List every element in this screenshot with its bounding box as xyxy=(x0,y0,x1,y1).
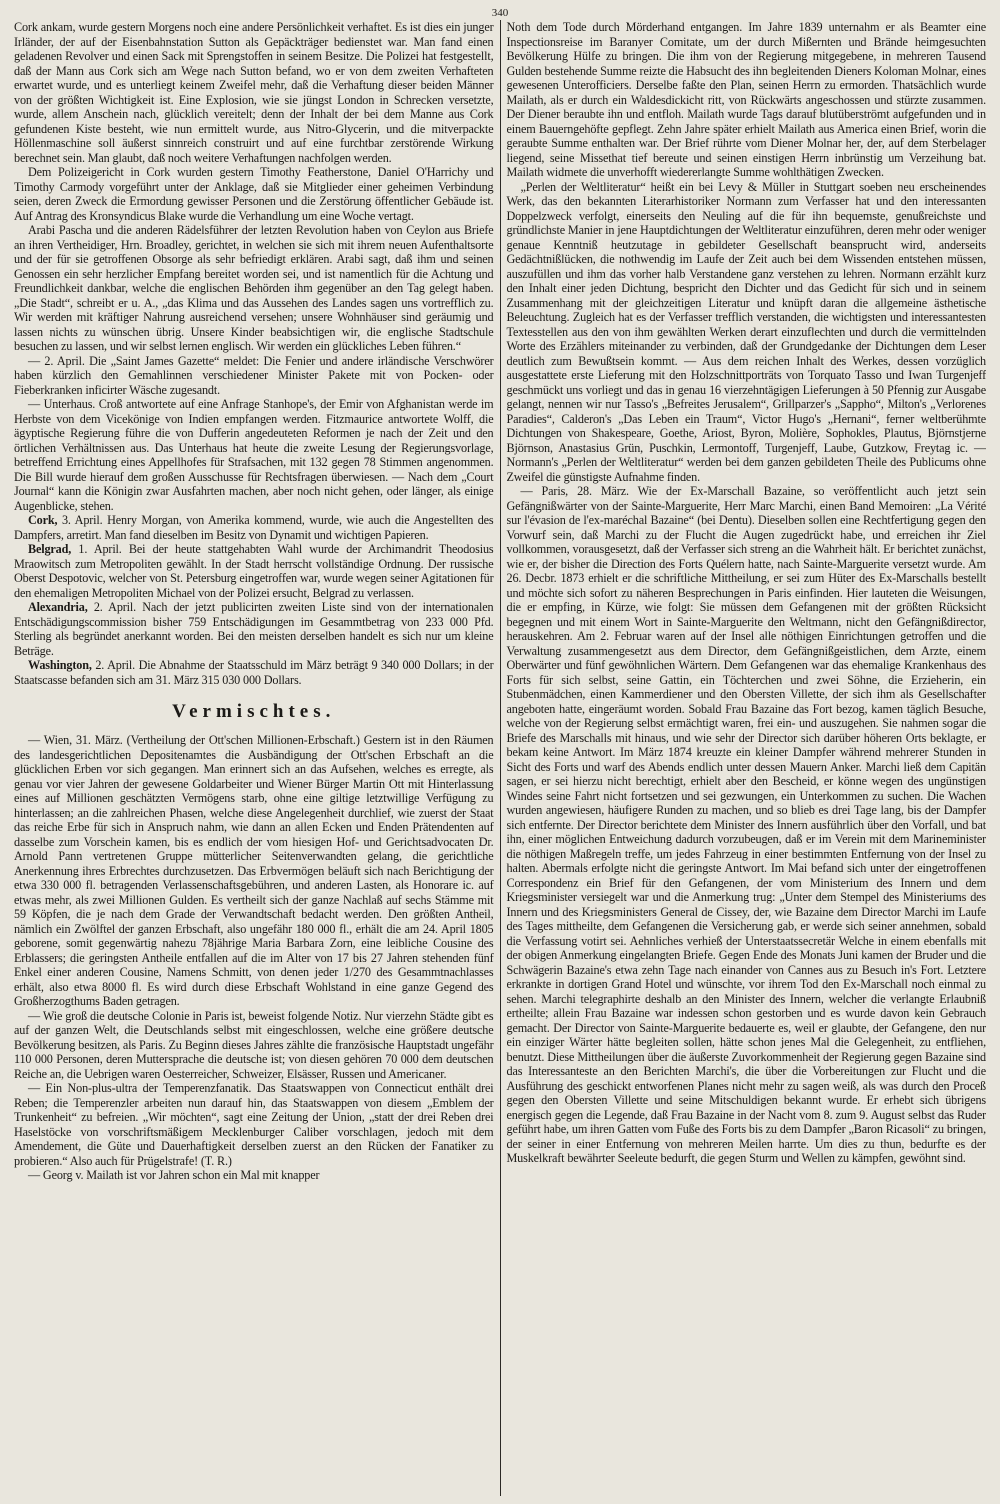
article-cork-court: Dem Polizeigericht in Cork wurden gestern Timothy Featherstone, Daniel O'Harrichy und Timothy Carmody vorgeführt unter der Anklage, daß sie Mitglieder einer geheimen Verbindung seien, deren Zweck die Ermordung gewisser Personen und die Zerstörung öffentlicher Gebäude ist. Auf Antrag des Kronsyndicus Blake wurde die Verhandlung um eine Woche vertagt. xyxy=(14,165,494,223)
article-unterhaus: — Unterhaus. Croß antwortete auf eine Anfrage Stanhope's, der Emir von Afghanistan werde im Herbste von dem Vicekönige von Indien empfangen werden. Fitzmaurice antwortete Wolff, die ägyptische Regierung führe die von Dufferin angedeuteten Reformen je nach der Zeit und den örtlichen Verhältnissen aus. Das Unterhaus hat heute die zweite Lesung der Regierungsvorlage, betreffend Errichtung eines Appellhofes für Strafsachen, mit 132 gegen 78 Stimmen angenommen. Die Bill wurde hierauf dem großen Ausschusse für Rechtsfragen überwiesen. — Nach dem „Court Journal“ kann die Königin zwar Ausfahrten machen, aber noch nicht gehen, oder länger, als einige Augenblicke, stehen. xyxy=(14,397,494,513)
article-temperenzfanatik: — Ein Non-plus-ultra der Temperenzfanatik. Das Staatswappen von Connecticut enthält drei Reben; die Temperenzler arbeiten nun darauf hin, das Staatswappen von diesem „Emblem der Trunkenheit“ zu befreien. „Wir möchten“, sagt eine Zeitung der Union, „statt der drei Reben drei Haselstöcke von vorschriftsmäßigem Mecklenburger Caliber vorschlagen, jedoch mit dem Amendement, die Güte und Dauerhaftigkeit derselben zuerst an den Rücken der Fanatiker zu probieren.“ Also auch für Prügelstrafe! (T. R.) xyxy=(14,1081,494,1168)
columns xyxy=(14,20,986,1496)
dateline-alexandria: Alexandria, xyxy=(28,600,88,614)
article-mailath-start: — Georg v. Mailath ist vor Jahren schon ein Mal mit knapper xyxy=(28,1168,320,1182)
article-paris-bazaine: — Paris, 28. März. Wie der Ex-Marschall Bazaine, so veröffentlicht auch jetzt sein Gefängnißwärter von der Sainte-Marguerite, Herr Marc Marchi, einen Band Memoiren: „La Vérité sur l'évasion de l'ex-maréchal Bazaine“ (bei Dentu). Dieselben sollen eine Rechtfertigung gegen den Vorwurf sein, daß Marchi zu der Flucht die Augen zugedrückt habe, und erreichen ihr Ziel vollkommen, vorausgesetzt, daß der Verfasser sich streng an die Wahrheit hält. Er berichtet zunächst, wie er, der bisher die Direction des Forts Quélern hatte, nach Sainte-Marguerite versetzt wurde. Am 26. Decbr. 1873 erhielt er die schriftliche Mittheilung, er sei zum Hüter des Ex-Marschalls bestellt und möchte sich sofort zu näheren Besprechungen in Paris einfinden. Hier lauteten die Weisungen, die er empfing, in Kürze, wie folgt: Sie müssen dem Gefangenen mit der größten Rücksicht begegnen und mit einem Wort in Sainte-Marguerite den Weltmann, nicht den Gefängnißdirector, herauskehren. Am 2. Februar waren auf der Insel alle nöthigen Einrichtungen getroffen und die Verwaltung zusammengesetzt aus dem Director, dem Gefängnißgeistlichen, dem Arzte, einem Oberwärter und fünf gewöhnlichen Wärtern. Dem Gefangenen war das ehemalige Krankenhaus des Forts für sich selbst, seine Gattin, ein Töchterchen und zwei Söhne, die Erzieherin, ein Stubenmädchen, einen Kammerdiener und den Obersten Villette, der sich ihm als Gesellschafter angeboten hatte, eingeräumt worden. Sobald Frau Bazaine das Fort bezog, kamen täglich Besuche, welche von der Regierung selbst ermächtigt waren, frei ein- und auszugehen. Sie nahmen sogar die Briefe des Marschalls mit hinaus, und wie sehr der Director sich darüber höheren Orts beklagte, er bekam keine Antwort. Im März 1874 kreuzte ein kleiner Dampfer während mehrerer Stunden in Sicht des Forts und warf des Abends endlich unter dessen Mauern Anker. Marchi ließ dem Capitän sagen, er sei hierzu nicht berechtigt, erhielt aber den Bescheid, er könne wegen des ungünstigen Windes seine Fahrt nicht fortsetzen und sei gezwungen, ein Unterkommen zu suchen. Die Wachen wurden angewiesen, häufigere Runden zu machen, und so blieb es drei Tage lang, bis der Dampfer sich entfernte. Der Director berichtete dem Minister des Innern ausführlich über den Vorfall, und bat ihn, einer möglichen Entweichung dadurch vorzubeugen, daß er im Verein mit dem Marineminister die nöthigen Maßregeln treffe, um jedes Fahrzeug in einer bestimmten Entfernung von der Insel zu halten. Abermals erfolgte nicht die geringste Antwort. Im Mai befand sich unter der eingetroffenen Correspondenz ein Brief für den Gefangenen, der vom Ministerium des Innern und dem Kriegsminister versiegelt war und die Anmerkung trug: „Unter dem Stempel des Ministeriums des Innern und des Kriegsministers General de Cissey, der, wie Bazaine dem Director Marchi im Laufe des Tages mittheilte, dem Gefangenen die Versicherung gab, er werde sich seiner annehmen, sobald die Verfassung votirt sei. Aehnliches verhieß der Unterstaatssecretär Welche in einem ebenfalls mit der obigen Anmerkung eingelangten Briefe. Gegen Ende des Monats Juni kamen der Bruder und die Schwägerin Bazaine's etwa zehn Tage nach einander von Cannes aus zu Besuch in's Fort. Letztere erkrankte in dortigen Grand Hotel und wünschte, vor ihrem Tod den Ex-Marschall noch einmal zu sehen. Marchi telegraphirte deshalb an den Minister des Innern, welcher die verlangte Erlaubniß ertheilte; allein Frau Bazaine war indessen schon gestorben und es wurde davon kein Gebrauch gemacht. Der Director von Sainte-Marguerite bedauerte es, weil er glaubte, der Gefangene, den nur ein einziger Wärter hätte begleiten sollen, hätte schon jenes Mal die Gelegenheit, zu entfliehen, benutzt. Diese Mittheilungen über die äußerste Zuvorkommenheit der Regierung gegen Bazaine sind das Interessanteste an den Berichten Marchi's, die über die Vorbereitungen zur Flucht und die Ausführung des geschickt entworfenen Planes nicht mehr zu sagen weiß, als was durch den Proceß gegen den Obersten Villette und seine Mitschuldigen bekannt wurde. Er erhebt sich übrigens energisch gegen die Legende, daß Frau Bazaine in der Nacht vom 8. zum 9. August selbst das Ruder geführt habe, um ihren Gatten vom Fuße des Forts bis zu dem Dampfer „Baron Ricasoli“ zu bringen, der seiner in einer Entfernung von mehreren Meilen harrte. Um dies zu thun, bedurfte es der Muskelkraft bewährter Seeleute bedurft, die gegen Sturm und Wellen zu kämpfen, gewöhnt sind. xyxy=(506,484,986,1165)
article-cork-arrests: Cork ankam, wurde gestern Morgens noch eine andere Persönlichkeit verhaftet. Es ist dies ein junger Irländer, der auf der Eisenbahnstation Sutton als Gepäckträger bedienstet war. Man fand einen geladenen Revolver und einen Sack mit Sprengstoffen in seinem Besitze. Die Polizei hat festgestellt, daß der Mann aus Cork sich am Wege nach Sutton befand, wo er von dem zweiten Verhafteten erwartet wurde, und es unterliegt keinem Zweifel mehr, daß die Verhaftung dieser beiden Männer von der größten Wichtigkeit ist. Eine Explosion, wie sie jüngst London in Schrecken versetzte, wurde, allem Anschein nach, glücklich vereitelt; denn der Inhalt der bei dem Manne aus Cork gefundenen Kiste besteht, wie nun ermittelt wurde, aus Nitro-Glycerin, und die mitverpackte Höllenmaschine soll äußerst sinnreich construirt und auf eine furchtbar zerstörende Wirkung berechnet sein. Man glaubt, daß noch weitere Verhaftungen nachfolgen werden. xyxy=(14,20,494,165)
dateline-belgrad: Belgrad, xyxy=(28,542,72,556)
page-number: 340 xyxy=(491,7,509,19)
article-saint-james-gazette: — 2. April. Die „Saint James Gazette“ meldet: Die Fenier und andere irländische Verschwörer haben kürzlich den Gemahlinnen verschiedener Minister Pakete mit von Pocken- oder Fieberkranken inficirter Wäsche zugesandt. xyxy=(14,353,494,397)
article-deutsche-colonie: — Wie groß die deutsche Colonie in Paris ist, beweist folgende Notiz. Nur vierzehn Städte gibt es auf der ganzen Welt, die Deutschlands selbst mit eingeschlossen, welche eine größere deutsche Bevölkerung besitzen, als Paris. Zu Beginn dieses Jahres zählte die französische Hauptstadt ungefähr 110 000 Personen, deren Muttersprache die deutsche ist; von diesen gehören 70 000 dem deutschen Reiche an, die Uebrigen waren Oesterreicher, Schweizer, Elsässer, Russen und Americaner. xyxy=(14,1008,494,1081)
article-cork-april xyxy=(14,513,494,542)
article-ott-erbschaft: — Wien, 31. März. (Vertheilung der Ott'schen Millionen-Erbschaft.) Gestern ist in den Räumen des landesgerichtlichen Depositenamtes die Ausbändigung der Ott'schen Erbschaft an die glücklichen Erben vor sich gegangen. Man erinnert sich an das Aufsehen, welches es erregte, als genau vor vier Jahren der gewesene Goldarbeiter und Wiener Bürger Martin Ott mit Hinterlassung eines auf Millionen geschätzten Vermögens starb, ohne eine giltige letztwillige Verfügung zu hinterlassen; an die zahlreichen Phasen, welche diese Angelegenheit durchlief, wie zuerst der Staat das reiche Erbe für sich in Anspruch nahm, wie dann an allen Ecken und Enden Prätendenten auf dasselbe zum Vorschein kamen, bis es endlich der vom hiesigen Hof- und Gerichtsadvocaten Dr. Arnold Pann vertretenen Gruppe mütterlicher Seitenverwandten gelang, die gerichtliche Anerkennung ihres Erbrechtes durchzusetzen. Das Erbvermögen beläuft sich nach Berichtigung der etwa 330 000 fl. betragenden Verlassenschaftsgebühren, und anderen Lasten, als Honorare ic. auf etwas mehr, als zwei Millionen Gulden. Es vertheilt sich der ganze Nachlaß auf sechs Stämme mit 59 Köpfen, die je nach dem Grade der Verwandtschaft bedacht werden. Den größten Antheil, nämlich ein Zwölftel der ganzen Erbschaft, also ungefähr 180 000 fl., erhält die am 24. April 1805 geborene, somit gegenwärtig nahezu 78jährige Maria Barbara Zorn, eine leibliche Cousine des Erblassers; die geringsten Antheile entfallen auf die im Alter von 17 bis 27 Jahren stehenden fünf Enkel einer anderen Cousine, Namens Schmitt, von denen jeder 1/270 des Gesammtnachlasses erhält, also etwa 8000 fl. Es wird durch diese Erbschaft Wohlstand in eine ganze Gegend des Großherzogthums Baden getragen. xyxy=(14,733,494,1008)
article-cork-april-text: 3. April. Henry Morgan, von Amerika kommend, wurde, wie auch die Angestellten des Dampfers, arretirt. Man fand dieselben im Besitz von Dynamit und wichtigen Papieren. xyxy=(14,513,494,542)
article-perlen-weltliteratur: „Perlen der Weltliteratur“ heißt ein bei Levy & Müller in Stuttgart soeben neu erscheinendes Werk, das den bekannten Literarhistoriker Normann zum Verfasser hat und den interessanten Doppelzweck verfolgt, einerseits den Neuling auf die für ihn bequemste, genußreichste und gründlichste Manier in jene Hauptdichtungen der Weltliteratur einzuführen, deren mehr oder weniger genaue Kenntniß heutzutage in gebildeter Gesellschaft beansprucht wird, anderseits Gedächtnißlücken, die nothwendig im Laufe der Zeit auch bei dem Wissenden entstehen müssen, auszufüllen und ihm das vorher halb Verstandene ganz verstehen zu lehren. Normann erzählt kurz den Inhalt einer jeden Dichtung, bespricht den Dichter und das Gedicht für sich und in seinem Zusammenhang mit der gleichzeitigen Literatur und knüpft daran die allgemeine ästhetische Beleuchtung. Zugleich hat es der Verfasser trefflich verstanden, die wichtigsten und interessantesten Textesstellen aus den von ihm gewählten Werken derart einzuflechten und durch die vermittelnden Worte des Erzählers miteinander zu verbinden, daß der Grundgedanke der Dichtungen dem Leser deutlich zum Bewußtsein kommt. — Aus dem reichen Inhalt des Werkes, dessen vorzüglich ausgestattete erste Lieferung mit den Holzschnittporträts von Torquato Tasso und Iwan Turgenjeff geschmückt uns vorliegt und das in genau 16 vierzehntägigen Lieferungen à 50 Pfennig zur Ausgabe gelangt, nennen wir nur Tasso's „Befreites Jerusalem“, Grillparzer's „Sappho“, Milton's „Verlorenes Paradies“, Calderon's „Das Leben ein Traum“, Victor Hugo's „Hernani“, ferner weltberühmte Dichtungen von Shakespeare, Goethe, Ariost, Byron, Molière, Sophokles, Plautus, Björnstjerne Björnson, Anastasius Grün, Puschkin, Lermontoff, Turgenjeff, Laube, Gutzkow, Freytag ic. — Normann's „Perlen der Weltliteratur“ werden bei dem ganzen gebildeten Theile des Publicums ohne Zweifel die günstigste Aufnahme finden. xyxy=(506,179,986,484)
article-alexandria xyxy=(14,600,494,658)
article-washington-text: 2. April. Die Abnahme der Staatsschuld im März beträgt 9 340 000 Dollars; in der Staatscasse befanden sich am 31. März 315 030 000 Dollars. xyxy=(14,658,494,687)
right-column xyxy=(501,20,987,1496)
article-washington xyxy=(14,658,494,687)
article-belgrad-text: 1. April. Bei der heute stattgehabten Wahl wurde der Archimandrit Theodosius Mraowitsch zum Metropoliten gewählt. In der Stadt herrscht vollständige Ordnung. Der russische Oberst Despotovic, welcher von St. Petersburg eingetroffen war, wurde wegen seiner Agitationen für den ehemaligen Metropoliten Michael von der Polizei ersucht, Belgrad zu verlassen. xyxy=(14,542,494,600)
section-heading-vermischtes: Vermischtes. xyxy=(172,701,336,722)
dateline-washington: Washington, xyxy=(28,658,92,672)
article-arabi-pascha: Arabi Pascha und die anderen Rädelsführer der letzten Revolution haben von Ceylon aus Briefe an ihren Vertheidiger, Hrn. Broadley, gerichtet, in welchen sie sich mit ihrem neuen Aufenthaltsorte und der für sie getroffenen Obsorge als sehr befriedigt erklären. Arabi sagt, daß ihm und seinen Genossen ein sehr herzlicher Empfang bereitet worden sei, und ist namentlich für die Achtung und Freundlichkeit dankbar, welche die englischen Behörden ihm gegenüber an den Tag gelegt haben. „Die Stadt“, schreibt er u. A., „das Klima und das Aussehen des Landes sagen uns vortrefflich zu. Wir werden mit kräftiger Nahrung ausreichend versehen; unsere Wohnhäuser sind geräumig und lassen nichts zu wünschen übrig. Unsere Kinder beabsichtigen wir, die englische Stadtschule besuchen zu lassen, und wir selbst lernen englisch. Wir werden ein glückliches Leben führen.“ xyxy=(14,223,494,353)
article-alexandria-text: 2. April. Nach der jetzt publicirten zweiten Liste sind von der internationalen Entschädigungscommission bisher 759 Entschädigungen im Gesammtbetrag von 233 000 Pfd. Sterling als begründet anerkannt worden. Bei den meisten derselben handelt es sich nur um kleine Beträge. xyxy=(14,600,494,658)
article-belgrad xyxy=(14,542,494,600)
left-column xyxy=(14,20,500,1496)
dateline-cork: Cork, xyxy=(28,513,58,527)
article-mailath-continued: Noth dem Tode durch Mörderhand entgangen. Im Jahre 1839 unternahm er als Beamter eine Inspectionsreise im Baranyer Comitate, um der durch Mißernten und Brände heimgesuchten Bevölkerung Hülfe zu bringen. Die ihm von der Regierung mitgegebene, in mehreren Tausend Gulden bestehende Summe reizte die Habsucht des ihn begleitenden Dieners Koloman Molnar, eines gewesenen Unterofficiers. Derselbe faßte den Plan, seinen Herrn zu ermorden. Thatsächlich wurde Mailath, als er durch ein Waldesdickicht ritt, von Rückwärts angeschossen und stürzte zusammen. Der Diener beraubte ihn und entfloh. Mailath wurde Tags darauf blutüberströmt aufgefunden und in einem Bauerngehöfte gepflegt. Zehn Jahre später erhielt Mailath aus America einen Brief, worin die geraubte Summe enthalten war. Der Brief rührte vom Diener Molnar her, der, auf dem Sterbelager liegend, seine Missethat tief bereute und seinen einstigen Herrn inbrünstig um Verzeihung bat. Mailath widmete die unverhofft wiedererlangte Summe wohlthätigen Zwecken. xyxy=(506,20,986,179)
